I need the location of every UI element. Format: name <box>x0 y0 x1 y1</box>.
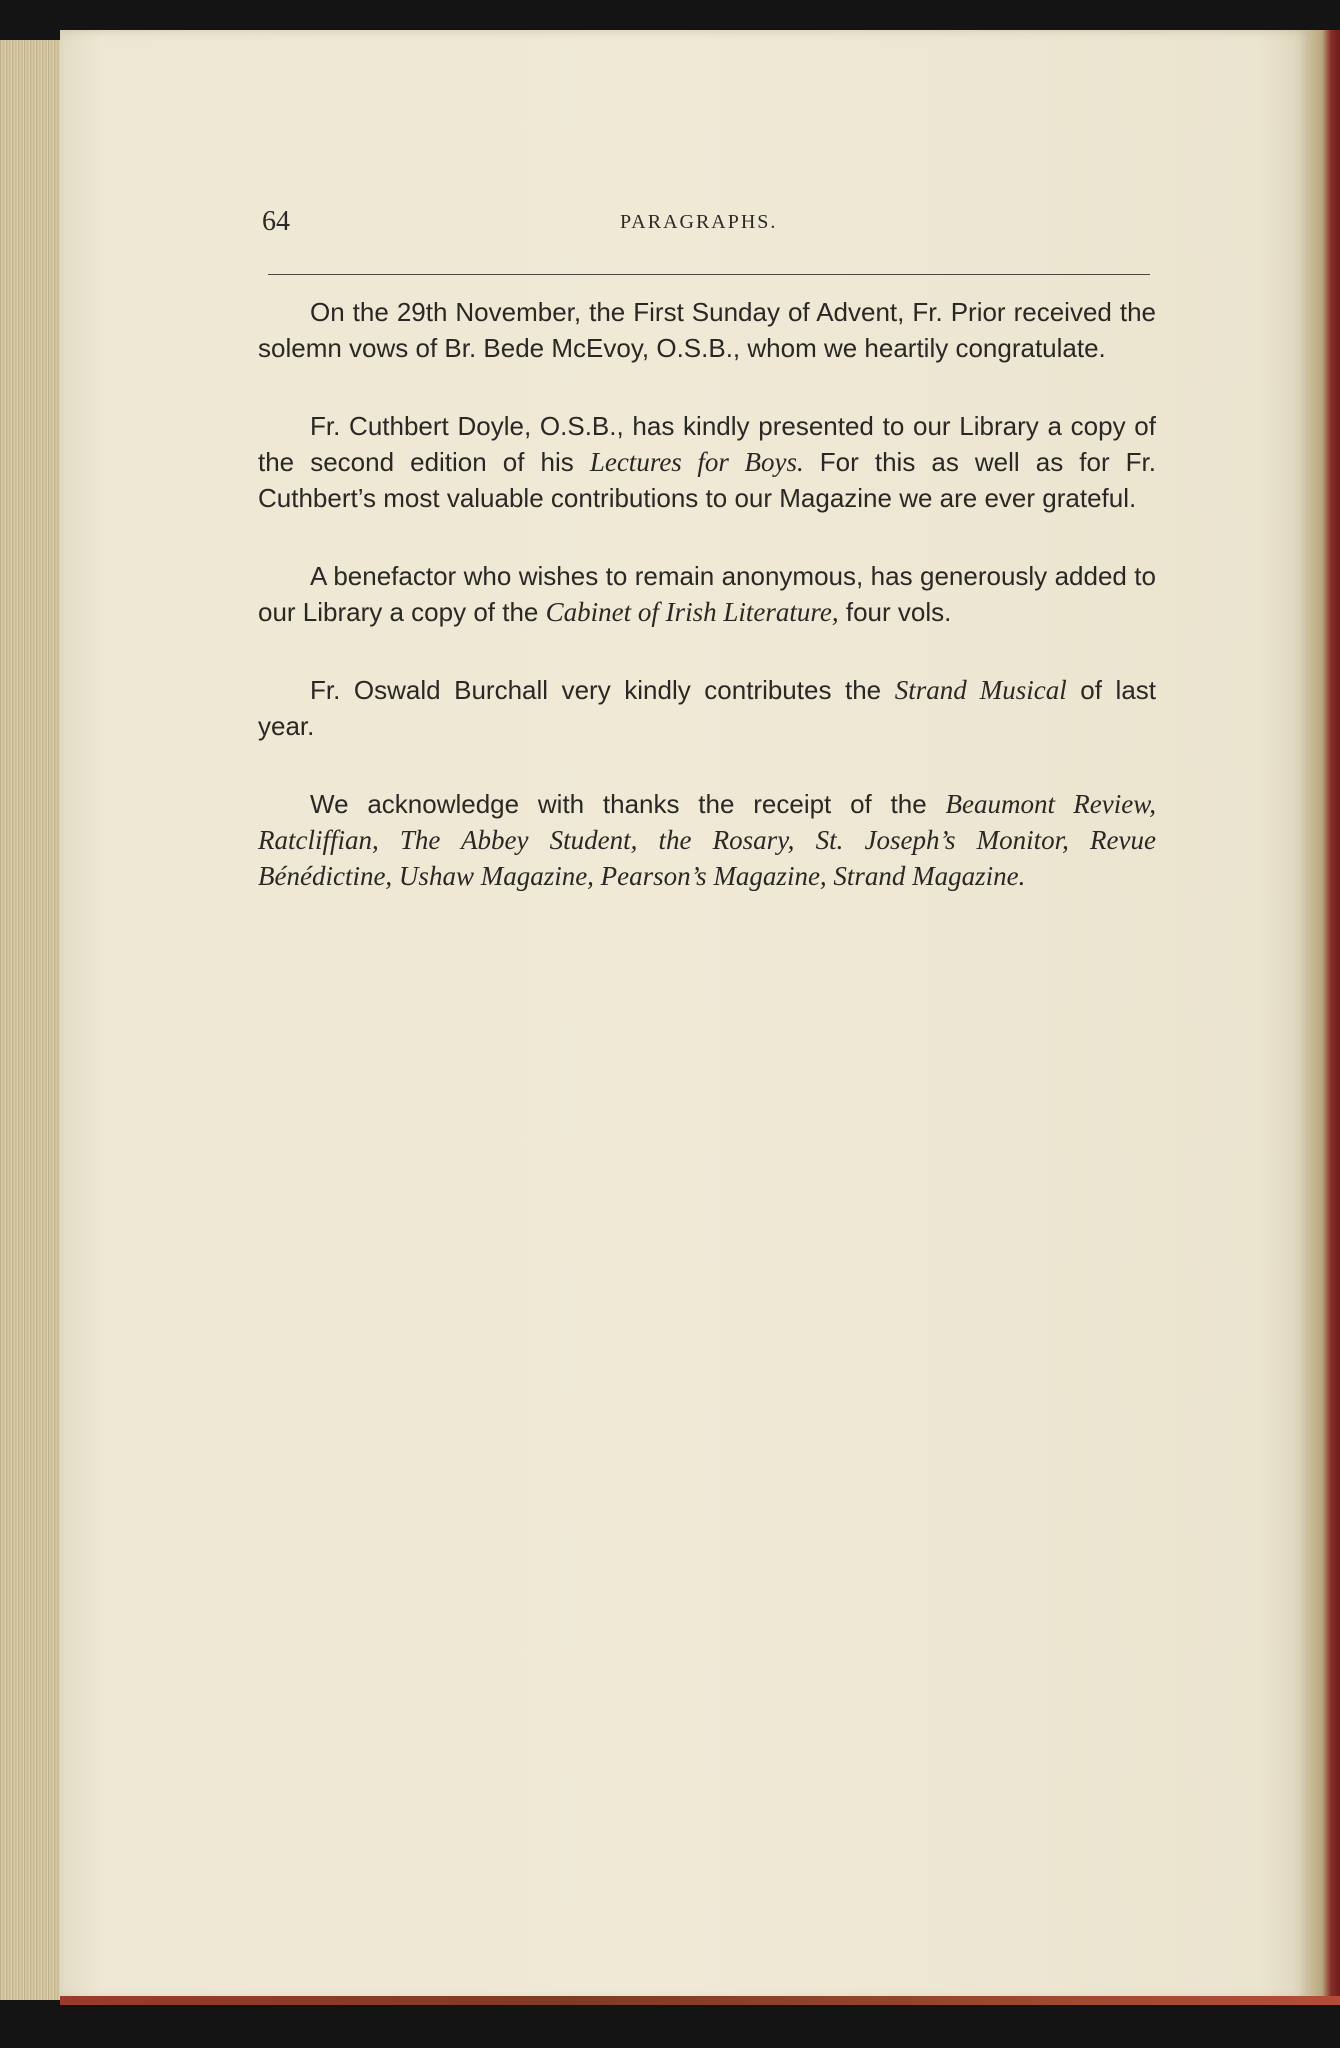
page-header <box>262 206 1152 246</box>
paragraph-lectures <box>258 408 1156 516</box>
paragraph-vows <box>258 294 1156 366</box>
paragraph-text: four vols. <box>838 597 952 627</box>
header-rule <box>268 274 1150 275</box>
paragraph-cabinet <box>258 558 1156 630</box>
page-body <box>258 294 1156 936</box>
paragraph-text: We acknowledge with thanks the receipt of the <box>310 789 946 819</box>
paragraph-text: For this as well as for Fr. Cuthbert’s most valuable contributions to our Magazine we are ever grateful. <box>258 447 1156 513</box>
paragraph-strand-musical <box>258 672 1156 744</box>
page-bottom-edge <box>60 1996 1340 2005</box>
paragraph-text: of last year. <box>258 675 1156 741</box>
page-number: 64 <box>262 206 290 237</box>
running-head: PARAGRAPHS. <box>620 211 778 233</box>
paragraph-text: A benefactor who wishes to remain anonymous, has generously added to our Library a copy of the <box>258 561 1156 627</box>
paragraph-text: Fr. Cuthbert Doyle, O.S.B., has kindly presented to our Library a copy of the second edition of his <box>258 411 1156 477</box>
paragraph-acknowledgements <box>258 786 1156 894</box>
page-edges <box>0 40 63 2000</box>
magazine-list: Beaumont Review, Ratcliffian, The Abbey Student, the Rosary, St. Joseph’s Monitor, Revue Bénédictine, Ushaw Magazine, Pearson’s Magazine, Strand Magazine. <box>258 789 1156 891</box>
paragraph-text: On the 29th November, the First Sunday of Advent, Fr. Prior received the solemn vows of Br. Bede McEvoy, O.S.B., whom we heartily congratulate. <box>258 297 1156 363</box>
book-title: Strand Musical <box>894 675 1067 705</box>
book-title: Lectures for Boys. <box>589 447 804 477</box>
paragraph-text: Fr. Oswald Burchall very kindly contributes the <box>310 675 895 705</box>
book-binding <box>1310 30 1340 2005</box>
book-title: Cabinet of Irish Literature, <box>545 597 839 627</box>
